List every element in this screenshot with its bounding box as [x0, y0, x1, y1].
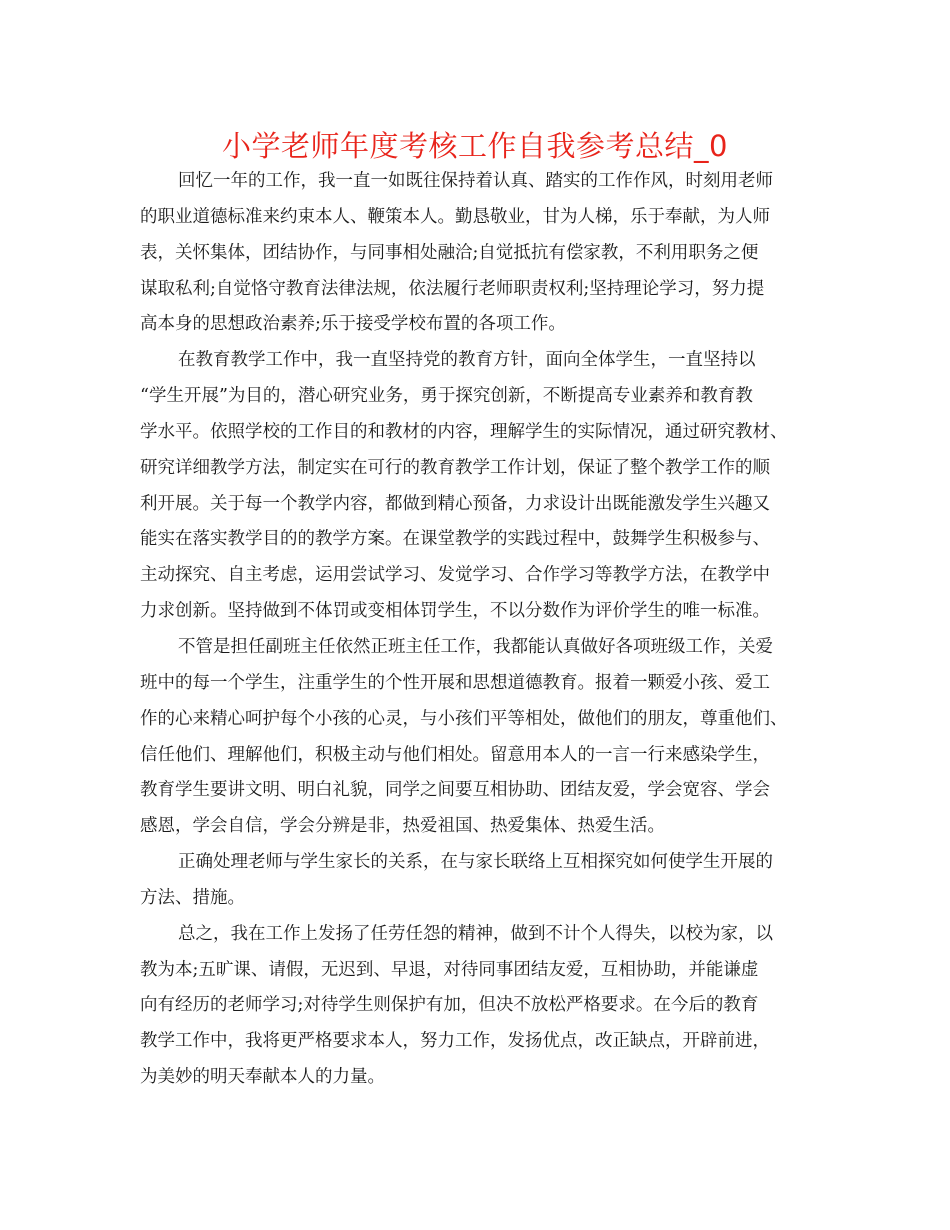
text-line: 向有经历的老师学习;对待学生则保护有加，但决不放松严格要求。在今后的教育 [140, 995, 759, 1016]
text-line: 班中的每一个学生，注重学生的个性开展和思想道德教育。报着一颗爱小孩、爱工 [140, 672, 770, 693]
text-line: 的职业道德标准来约束本人、鞭策本人。勤恳敬业，甘为人梯，乐于奉献，为人师 [140, 206, 770, 227]
text-line: 高本身的思想政治素养;乐于接受学校布置的各项工作。 [140, 314, 566, 335]
text-line: 谋取私利;自觉恪守教育法律法规，依法履行老师职责权利;坚持理论学习，努力提 [140, 278, 765, 299]
text-line: 表，关怀集体，团结协作，与同事相处融洽;自觉抵抗有偿家教，不利用职务之便 [140, 242, 759, 263]
text-line: 作的心来精心呵护每个小孩的心灵，与小孩们平等相处，做他们的朋友，尊重他们、 [140, 708, 788, 729]
text-line: 主动探究、自主考虑，运用尝试学习、发觉学习、合作学习等教学方法，在教学中 [140, 565, 770, 586]
text-line: 为美妙的明天奉献本人的力量。 [140, 1067, 385, 1088]
text-line: 教育学生要讲文明、明白礼貌，同学之间要互相协助、团结友爱，学会宽容、学会 [140, 780, 770, 801]
text-line: 正确处理老师与学生家长的关系，在与家长联络上互相探究如何使学生开展的 [178, 852, 773, 873]
text-line: 信任他们、理解他们，积极主动与他们相处。留意用本人的一言一行来感染学生， [140, 744, 770, 765]
text-line: 教为本;五旷课、请假，无迟到、早退，对待同事团结友爱，互相协助，并能谦虚 [140, 959, 759, 980]
text-line: 回忆一年的工作，我一直一如既往保持着认真、踏实的工作作风，时刻用老师 [178, 171, 773, 191]
text-line: 利开展。关于每一个教学内容，都做到精心预备，力求设计出既能激发学生兴趣又 [140, 493, 770, 514]
document-title: 小学老师年度考核工作自我参考总结_0 [222, 129, 728, 163]
text-line: 学水平。依照学校的工作目的和教材的内容，理解学生的实际情况，通过研究教材、 [140, 421, 788, 442]
text-line: 力求创新。坚持做到不体罚或变相体罚学生，不以分数作为评价学生的唯一标准。 [140, 601, 770, 622]
document-body [140, 164, 815, 1096]
text-line: 感恩，学会自信，学会分辨是非，热爱祖国、热爱集体、热爱生活。 [140, 816, 665, 837]
text-line: 研究详细教学方法，制定实在可行的教育教学工作计划，保证了整个教学工作的顺 [140, 457, 770, 478]
text-line: 方法、措施。 [140, 887, 245, 908]
text-line: 在教育教学工作中，我一直坚持党的教育方针，面向全体学生，一直坚持以 [178, 350, 756, 371]
text-line: 教学工作中，我将更严格要求本人，努力工作，发扬优点，改正缺点，开辟前进， [140, 1031, 770, 1052]
text-line: 能实在落实教学目的的教学方案。在课堂教学的实践过程中，鼓舞学生积极参与、 [140, 529, 770, 550]
text-line: 总之，我在工作上发扬了任劳任怨的精神，做到不计个人得失，以校为家，以 [178, 923, 773, 944]
text-line: 不管是担任副班主任依然正班主任工作，我都能认真做好各项班级工作，关爱 [178, 636, 773, 657]
text-line: “学生开展”为目的，潜心研究业务，勇于探究创新，不断提高专业素养和教育教 [140, 386, 753, 407]
